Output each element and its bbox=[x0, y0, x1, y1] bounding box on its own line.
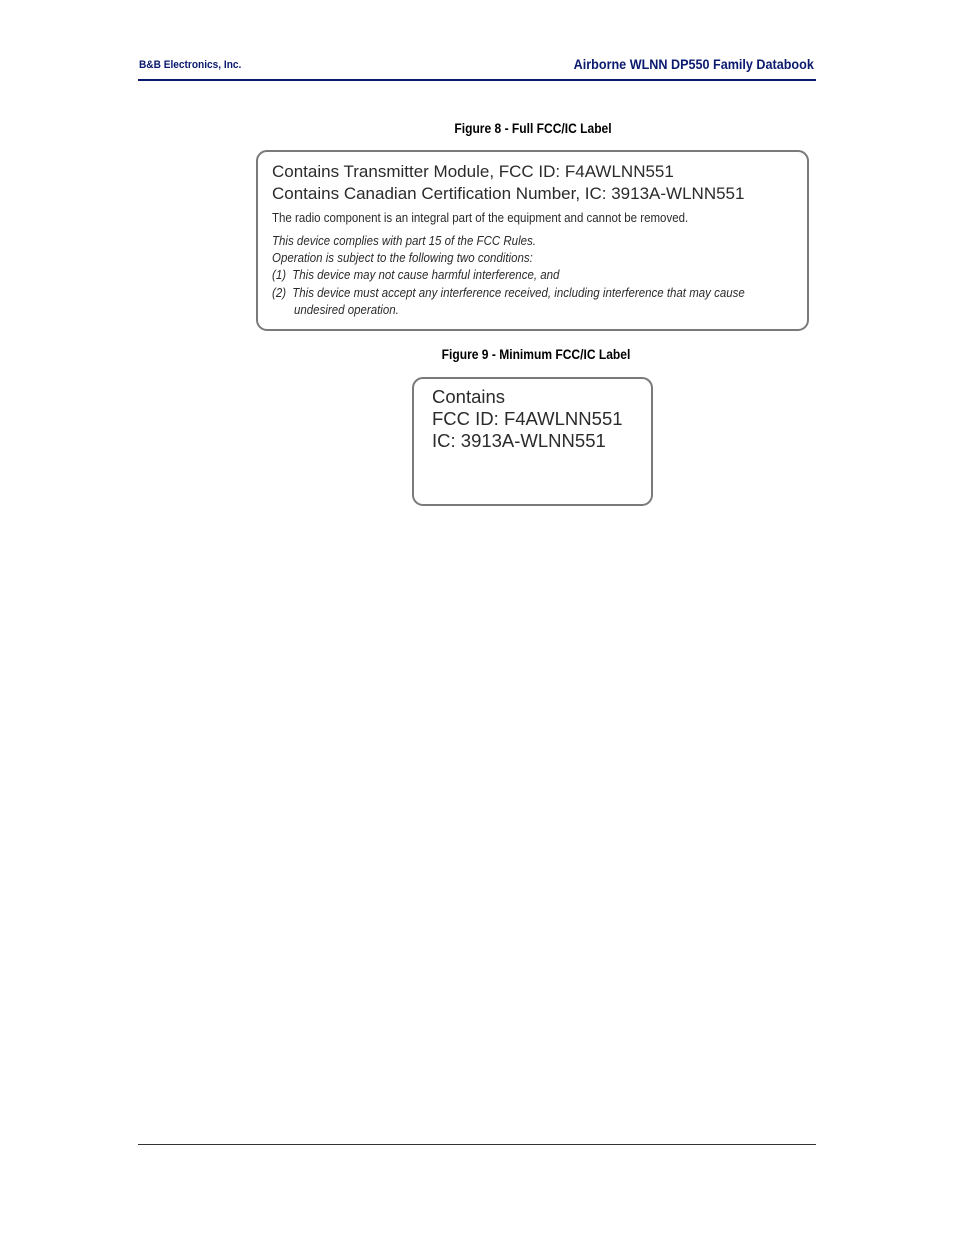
minimum-fcc-ic-label bbox=[412, 377, 653, 506]
full-fcc-ic-label bbox=[256, 150, 809, 331]
figure9-caption: Figure 9 - Minimum FCC/IC Label bbox=[441, 346, 631, 362]
label-integral-line: The radio component is an integral part of the equipment and cannot be removed. bbox=[272, 211, 689, 225]
min-label-ic: IC: 3913A-WLNN551 bbox=[432, 430, 606, 451]
label-condition-2 bbox=[272, 286, 745, 300]
header-rule bbox=[138, 79, 816, 81]
label-condition-2-continued: undesired operation. bbox=[294, 303, 399, 317]
min-label-contains: Contains bbox=[432, 386, 506, 407]
label-fcc-id-line: Contains Transmitter Module, FCC ID: F4AWLNN551 bbox=[272, 162, 674, 181]
header-company: B&B Electronics, Inc. bbox=[139, 59, 242, 71]
figure8-caption: Figure 8 - Full FCC/IC Label bbox=[454, 120, 612, 136]
label-subject-line: Operation is subject to the following two conditions: bbox=[272, 251, 533, 265]
header-title: Airborne WLNN DP550 Family Databook bbox=[573, 56, 814, 72]
min-label-fcc-id: FCC ID: F4AWLNN551 bbox=[432, 408, 623, 429]
label-complies-line: This device complies with part 15 of the FCC Rules. bbox=[272, 234, 536, 248]
condition-1-text: This device may not cause harmful interference, and bbox=[292, 268, 560, 282]
condition-1-number: (1) bbox=[272, 268, 287, 282]
label-condition-1 bbox=[272, 268, 559, 282]
condition-2-number: (2) bbox=[272, 286, 287, 300]
footer-rule bbox=[138, 1144, 816, 1145]
label-ic-line: Contains Canadian Certification Number, IC: 3913A-WLNN551 bbox=[272, 184, 745, 203]
condition-2-text: This device must accept any interference received, including interference that may cause bbox=[292, 286, 745, 300]
